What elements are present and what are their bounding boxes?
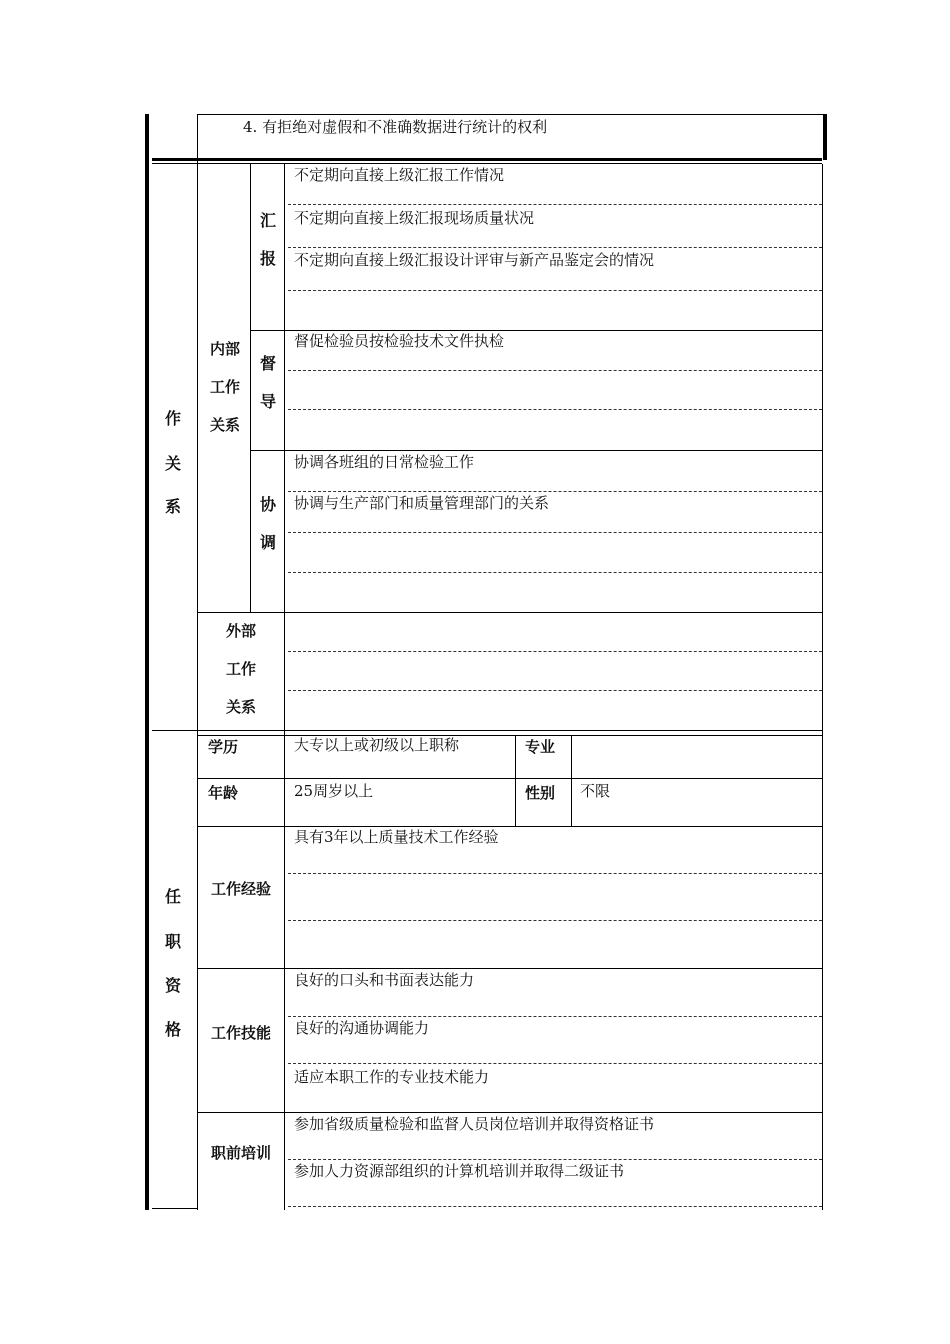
supervise-label-char: 导 xyxy=(259,392,276,411)
col-line-right xyxy=(822,164,823,1210)
dashed-line xyxy=(288,532,822,533)
coordinate-item: 协调各班组的日常检验工作 xyxy=(294,453,475,471)
row-line-education-end xyxy=(198,778,823,779)
training-item: 参加省级质量检验和监督人员岗位培训并取得资格证书 xyxy=(294,1115,655,1133)
coordinate-item: 协调与生产部门和质量管理部门的关系 xyxy=(294,494,550,512)
qualifications-label-char: 格 xyxy=(164,1020,181,1039)
dashed-line xyxy=(288,1016,822,1017)
dashed-line xyxy=(288,1063,822,1064)
external-label-line: 工作 xyxy=(225,660,256,678)
gender-value: 不限 xyxy=(580,782,611,800)
dashed-line xyxy=(288,651,822,652)
experience-label: 工作经验 xyxy=(210,880,271,898)
qualifications-label-char: 资 xyxy=(164,976,181,995)
report-label-char: 报 xyxy=(259,249,276,268)
training-label: 职前培训 xyxy=(210,1144,271,1162)
external-relations-label xyxy=(198,612,284,726)
report-item: 不定期向直接上级汇报现场质量状况 xyxy=(294,209,535,227)
education-value: 大专以上或初级以上职称 xyxy=(294,736,460,754)
coordinate-label-char: 协 xyxy=(259,495,276,514)
supervise-label-char: 督 xyxy=(259,354,276,373)
dashed-line xyxy=(288,409,822,410)
report-item: 不定期向直接上级汇报设计评审与新产品鉴定会的情况 xyxy=(294,251,655,269)
work-relations-label-char: 关 xyxy=(164,454,181,473)
table-left-border xyxy=(145,114,149,1210)
external-label-line: 关系 xyxy=(225,698,256,716)
dashed-line xyxy=(288,1206,822,1207)
section-divider-2 xyxy=(152,730,822,731)
row-line-supervise-end xyxy=(250,450,823,451)
table-right-border-top xyxy=(823,114,827,160)
supervise-label xyxy=(256,351,280,412)
dashed-line xyxy=(288,1159,822,1160)
dashed-line xyxy=(288,873,822,874)
qualifications-label-char: 职 xyxy=(164,932,181,951)
experience-item: 具有3年以上质量技术工作经验 xyxy=(294,828,499,846)
internal-relations-label xyxy=(200,330,250,444)
row-line-internal-end xyxy=(198,612,823,613)
col-line-3 xyxy=(284,164,285,1210)
skills-item: 良好的沟通协调能力 xyxy=(294,1019,430,1037)
internal-label-line: 关系 xyxy=(209,416,240,434)
gender-label: 性别 xyxy=(525,784,556,802)
section-divider-1-thin xyxy=(152,163,822,164)
internal-label-line: 工作 xyxy=(209,378,240,396)
coordinate-label-char: 调 xyxy=(259,533,276,552)
qualifications-label-char: 任 xyxy=(164,887,181,906)
rights-item-4: 4. 有拒绝对虚假和不准确数据进行统计的权利 xyxy=(243,118,548,136)
dashed-line xyxy=(288,491,822,492)
skills-item: 良好的口头和书面表达能力 xyxy=(294,971,475,989)
dashed-line xyxy=(288,290,822,291)
skills-label: 工作技能 xyxy=(210,1024,271,1042)
row-line-age-end xyxy=(198,826,823,827)
report-label-char: 汇 xyxy=(259,211,276,230)
skills-item: 适应本职工作的专业技术能力 xyxy=(294,1068,490,1086)
col-line-major-value xyxy=(571,736,572,826)
coordinate-label xyxy=(256,492,280,553)
col-line-2 xyxy=(250,164,251,612)
training-item: 参加人力资源部组织的计算机培训并取得二级证书 xyxy=(294,1162,625,1180)
qualifications-label xyxy=(161,884,185,1040)
col-line-major xyxy=(515,736,516,826)
dashed-line xyxy=(288,204,822,205)
internal-label-line: 内部 xyxy=(209,340,240,358)
supervise-item: 督促检验员按检验技术文件执检 xyxy=(294,332,505,350)
report-item: 不定期向直接上级汇报工作情况 xyxy=(294,166,505,184)
row-line-experience-end xyxy=(198,968,823,969)
dashed-line xyxy=(288,920,822,921)
row-line-skills-end xyxy=(198,1112,823,1113)
section-divider-2-thin xyxy=(198,735,823,736)
dashed-line xyxy=(288,247,822,248)
dashed-line xyxy=(288,370,822,371)
dashed-line xyxy=(288,690,822,691)
dashed-line xyxy=(288,572,822,573)
education-label: 学历 xyxy=(208,738,239,756)
major-label: 专业 xyxy=(525,738,556,756)
table-top-border xyxy=(197,114,825,115)
external-label-line: 外部 xyxy=(225,622,256,640)
age-value: 25周岁以上 xyxy=(294,782,374,800)
work-relations-label xyxy=(161,406,185,517)
work-relations-label-char: 作 xyxy=(164,409,181,428)
table-bottom-left xyxy=(152,1208,198,1209)
work-relations-label-char: 系 xyxy=(164,497,181,516)
section-divider-1 xyxy=(152,158,822,161)
age-label: 年龄 xyxy=(208,784,239,802)
report-label xyxy=(256,208,280,269)
